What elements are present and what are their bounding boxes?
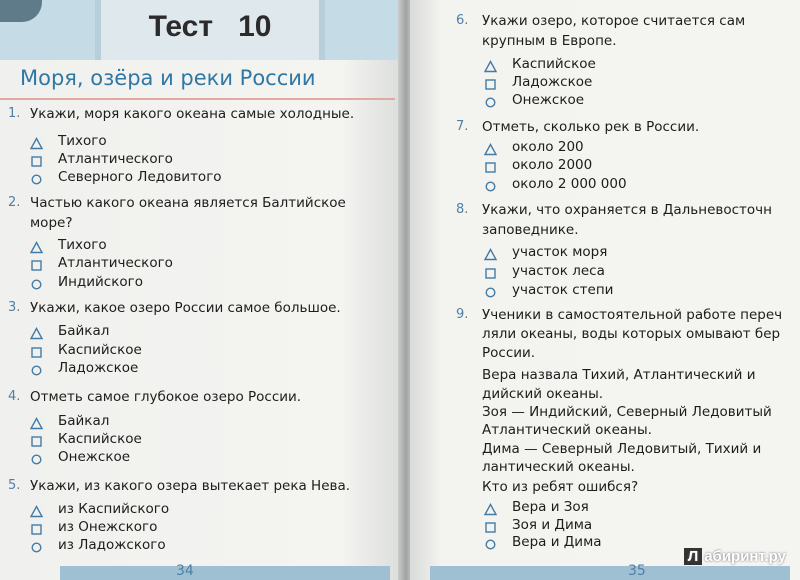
page-number-right: 35	[628, 563, 646, 579]
right-page	[410, 0, 800, 580]
triangle-marker-icon[interactable]	[30, 135, 43, 148]
square-marker-icon[interactable]	[30, 521, 43, 534]
question-text-line: Дима — Северный Ледовитый, Тихий и	[482, 441, 762, 457]
test-banner	[95, 0, 325, 60]
circle-marker-icon[interactable]	[484, 284, 497, 297]
answer-option[interactable]: Северного Ледовитого	[58, 169, 222, 185]
answer-option[interactable]: из Каспийского	[58, 501, 170, 517]
answer-option[interactable]: Онежское	[512, 92, 585, 108]
triangle-marker-icon[interactable]	[30, 503, 43, 516]
answer-option[interactable]: Ладожское	[512, 74, 593, 90]
watermark	[684, 548, 786, 565]
answer-option[interactable]: около 2000	[512, 157, 593, 173]
answer-option[interactable]: около 200	[512, 139, 584, 155]
watermark-text: абиринт.ру	[704, 548, 786, 565]
question-text-line: ляли океаны, воды которых омывают бер	[482, 326, 781, 342]
answer-option[interactable]: Тихого	[58, 237, 107, 253]
question-text-line: России.	[482, 345, 536, 361]
footer-bar	[430, 566, 790, 580]
circle-marker-icon[interactable]	[30, 276, 43, 289]
question-text-line: лантический океаны.	[482, 459, 635, 475]
question-text-line: Укажи, моря какого океана самые холодные.	[30, 106, 355, 122]
question-text-line: Ученики в самостоятельной работе переч	[482, 307, 783, 323]
question-number: 9.	[456, 307, 469, 322]
watermark-badge: Л	[684, 548, 703, 565]
question-number: 4.	[8, 389, 21, 404]
triangle-marker-icon[interactable]	[30, 325, 43, 338]
circle-marker-icon[interactable]	[484, 536, 497, 549]
triangle-marker-icon[interactable]	[484, 58, 497, 71]
circle-marker-icon[interactable]	[30, 539, 43, 552]
footer-bar	[60, 566, 390, 580]
answer-option[interactable]: Ладожское	[58, 360, 139, 376]
answer-option[interactable]: из Онежского	[58, 519, 158, 535]
answer-option[interactable]: Вера и Зоя	[512, 499, 589, 515]
answer-option[interactable]: участок степи	[512, 282, 614, 298]
answer-option[interactable]: около 2 000 000	[512, 176, 627, 192]
square-marker-icon[interactable]	[30, 257, 43, 270]
question-number: 1.	[8, 106, 21, 121]
square-marker-icon[interactable]	[484, 159, 497, 172]
answer-option[interactable]: Байкал	[58, 413, 110, 429]
square-marker-icon[interactable]	[484, 265, 497, 278]
question-text-line: Укажи, что охраняется в Дальневосточн	[482, 202, 772, 218]
square-marker-icon[interactable]	[30, 344, 43, 357]
circle-marker-icon[interactable]	[484, 178, 497, 191]
question-text-line: Укажи озеро, которое считается сам	[482, 13, 746, 29]
square-marker-icon[interactable]	[30, 433, 43, 446]
question-text-line: Зоя — Индийский, Северный Ледовитый	[482, 404, 772, 420]
circle-marker-icon[interactable]	[30, 362, 43, 375]
question-text-line: Кто из ребят ошибся?	[482, 479, 639, 495]
answer-option[interactable]: Онежское	[58, 449, 131, 465]
question-text-line: крупным в Европе.	[482, 33, 617, 49]
question-text-line: дийский океаны.	[482, 386, 604, 402]
answer-option[interactable]: Байкал	[58, 323, 110, 339]
topic-title: Моря, озёра и реки России	[20, 66, 316, 90]
question-text-line: море?	[30, 215, 73, 231]
triangle-marker-icon[interactable]	[484, 246, 497, 259]
circle-marker-icon[interactable]	[30, 451, 43, 464]
answer-option[interactable]: Вера и Дима	[512, 534, 602, 550]
question-text-line: Атлантический океаны.	[482, 422, 652, 438]
answer-option[interactable]: участок моря	[512, 244, 608, 260]
circle-marker-icon[interactable]	[484, 94, 497, 107]
question-number: 6.	[456, 13, 469, 28]
question-number: 8.	[456, 202, 469, 217]
question-number: 2.	[8, 195, 21, 210]
test-title: Тест 10	[148, 10, 272, 43]
question-number: 5.	[8, 478, 21, 493]
square-marker-icon[interactable]	[484, 519, 497, 532]
circle-marker-icon[interactable]	[30, 171, 43, 184]
answer-option[interactable]: участок леса	[512, 263, 605, 279]
page-number-left: 34	[176, 563, 194, 579]
triangle-marker-icon[interactable]	[484, 501, 497, 514]
question-text-line: Вера назвала Тихий, Атлантический и	[482, 367, 756, 383]
topic-divider	[0, 98, 395, 100]
triangle-marker-icon[interactable]	[484, 141, 497, 154]
question-text-line: Частью какого океана является Балтийское	[30, 195, 346, 211]
question-text-line: заповеднике.	[482, 222, 579, 238]
answer-option[interactable]: Индийского	[58, 274, 143, 290]
question-text-line: Укажи, из какого озера вытекает река Нева.	[30, 478, 351, 494]
triangle-marker-icon[interactable]	[30, 415, 43, 428]
answer-option[interactable]: из Ладожского	[58, 537, 166, 553]
question-text-line: Отметь, сколько рек в России.	[482, 119, 700, 135]
triangle-marker-icon[interactable]	[30, 239, 43, 252]
question-number: 7.	[456, 119, 469, 134]
square-marker-icon[interactable]	[484, 76, 497, 89]
answer-option[interactable]: Каспийское	[58, 431, 142, 447]
answer-option[interactable]: Атлантического	[58, 255, 173, 271]
answer-option[interactable]: Зоя и Дима	[512, 517, 593, 533]
answer-option[interactable]: Тихого	[58, 133, 107, 149]
answer-option[interactable]: Атлантического	[58, 151, 173, 167]
question-number: 3.	[8, 300, 21, 315]
answer-option[interactable]: Каспийское	[512, 56, 596, 72]
square-marker-icon[interactable]	[30, 153, 43, 166]
question-text-line: Отметь самое глубокое озеро России.	[30, 389, 302, 405]
question-text-line: Укажи, какое озеро России самое большое.	[30, 300, 341, 316]
answer-option[interactable]: Каспийское	[58, 342, 142, 358]
